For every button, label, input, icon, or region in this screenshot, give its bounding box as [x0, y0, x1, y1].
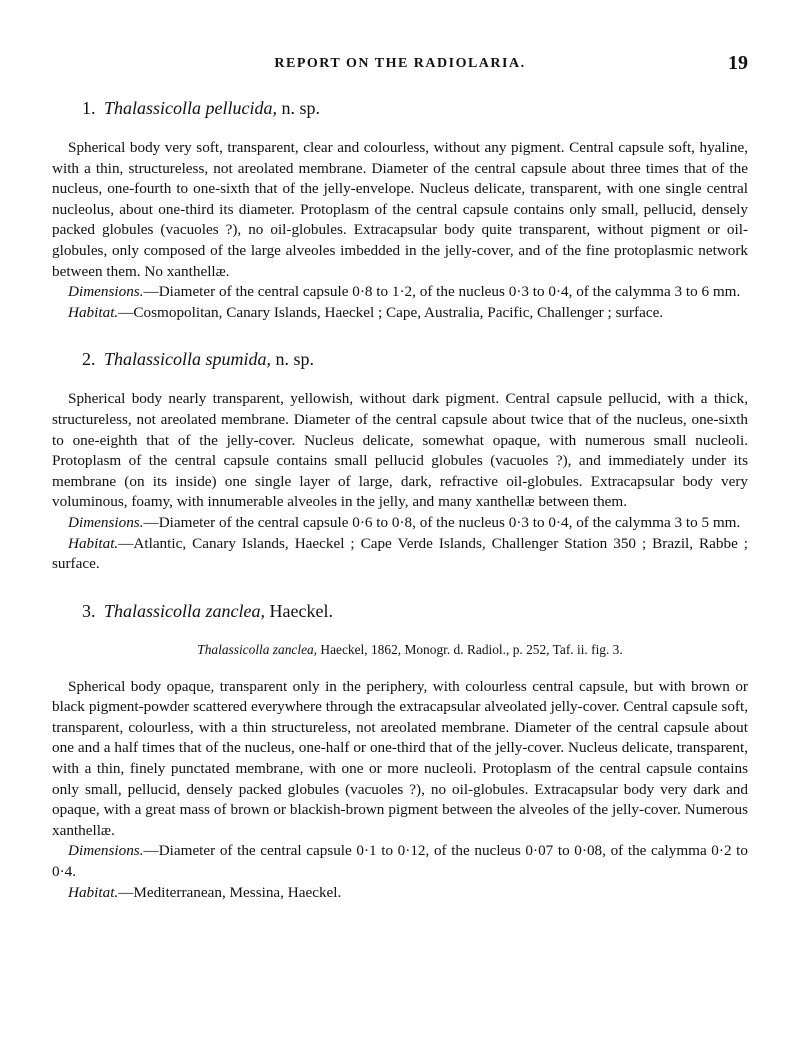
dimensions-label: Dimensions.	[68, 842, 144, 860]
dimensions-paragraph	[52, 513, 748, 534]
species-authority: Haeckel.	[269, 600, 333, 621]
species-name: Thalassicolla spumida,	[104, 349, 272, 370]
habitat-label: Habitat.	[68, 303, 119, 321]
habitat-paragraph	[52, 534, 748, 575]
habitat-label: Habitat.	[68, 534, 119, 552]
dimensions-text: —Diameter of the central capsule 0·8 to 1·2, of the nucleus 0·3 to 0·4, of the calymma 3 to 6 mm.	[143, 283, 741, 301]
species-authority: n. sp.	[275, 349, 315, 370]
species-description: Spherical body nearly transparent, yellowish, without dark pigment. Central capsule pellucid, with a thick, structureless, not areolated membrane. Diameter of the central capsule about twice that of the nucleus, one-sixth to one-eighth that of the jelly-cover. Nucleus delicate, somewhat opaque, with numerous small nucleoli. Protoplasm of the central capsule contains small pellucid globules (vacuoles ?), and immediately under its membrane (on its inside) one single layer of large, dark, refractive oil-globules. Extracapsular body very voluminous, foamy, with innumerable alveoles in the jelly, and many xanthellæ between them.	[52, 390, 748, 511]
page-body	[52, 96, 748, 903]
citation-name: Thalassicolla zanclea,	[197, 641, 318, 657]
habitat-paragraph	[52, 883, 748, 904]
dimensions-label: Dimensions.	[68, 513, 144, 531]
species-authority: n. sp.	[281, 98, 321, 118]
species-entry-1	[52, 96, 748, 323]
dimensions-label: Dimensions.	[68, 283, 144, 301]
dimensions-text: —Diameter of the central capsule 0·6 to 0·8, of the nucleus 0·3 to 0·4, of the calymma 3 to 5 mm.	[143, 513, 741, 531]
dimensions-paragraph	[52, 841, 748, 882]
habitat-text: —Cosmopolitan, Canary Islands, Haeckel ; Cape, Australia, Pacific, Challenger ; surface.	[118, 303, 664, 321]
habitat-label: Habitat.	[68, 883, 119, 901]
habitat-text: —Mediterranean, Messina, Haeckel.	[118, 883, 342, 901]
species-heading	[52, 96, 748, 120]
habitat-paragraph	[52, 303, 748, 324]
species-entry-3	[52, 599, 748, 904]
species-name: Thalassicolla pellucida,	[104, 98, 277, 118]
species-heading	[52, 599, 748, 623]
page-number: 19	[728, 52, 748, 74]
species-number: 1.	[82, 98, 96, 118]
citation-text: Haeckel, 1862, Monogr. d. Radiol., p. 252, Taf. ii. fig. 3.	[320, 641, 623, 657]
habitat-text: —Atlantic, Canary Islands, Haeckel ; Cape Verde Islands, Challenger Station 350 ; Brazil, Rabbe ; surface.	[52, 534, 748, 573]
synonymy-citation	[52, 641, 748, 659]
running-title: REPORT ON THE RADIOLARIA.	[274, 56, 526, 71]
species-number: 3.	[82, 600, 96, 621]
species-name: Thalassicolla zanclea,	[104, 600, 265, 621]
species-description: Spherical body opaque, transparent only in the periphery, with colourless central capsule, but with brown or black pigment-powder scattered everywhere through the extracapsular alveolated jelly-cover. Central capsule soft, transparent, colourless, with a thin structureless, not areolated membrane. Diameter of the central capsule about one and a half times that of the nucleus, one-half or one-third that of the jelly-cover. Nucleus delicate, transparent, with a thin, finely punctated membrane, with one or more nucleoli. Protoplasm of the central capsule contains only small, pellucid, densely packed globules (vacuoles ?), no oil-globules. Extracapsular body very dark and opaque, with a great mass of brown or blackish-brown pigment between the alveoles of the jelly-cover. Numerous xanthellæ.	[52, 677, 748, 839]
dimensions-paragraph	[52, 282, 748, 303]
page-header	[0, 52, 800, 76]
species-entry-2	[52, 347, 748, 574]
dimensions-text: —Diameter of the central capsule 0·1 to 0·12, of the nucleus 0·07 to 0·08, of the calymma 0·2 to 0·4.	[52, 842, 748, 881]
species-heading	[52, 347, 748, 371]
species-description: Spherical body very soft, transparent, clear and colourless, without any pigment. Central capsule soft, hyaline, with a thin, structureless, not areolated membrane. Diameter of the central capsule about three times that of the nucleus, one-fourth to one-sixth that of the jelly-envelope. Nucleus delicate, transparent, with one single central nucleolus, about one-third its diameter. Protoplasm of the central capsule contains only small, pellucid, densely packed globules (vacuoles ?), no oil-globules. Extracapsular body quite transparent, without pigment or oil-globules, only composed of the large alveoles imbedded in the jelly-cover, and of the fine protoplasmic network between them. No xanthellæ.	[52, 139, 748, 280]
species-number: 2.	[82, 349, 96, 370]
